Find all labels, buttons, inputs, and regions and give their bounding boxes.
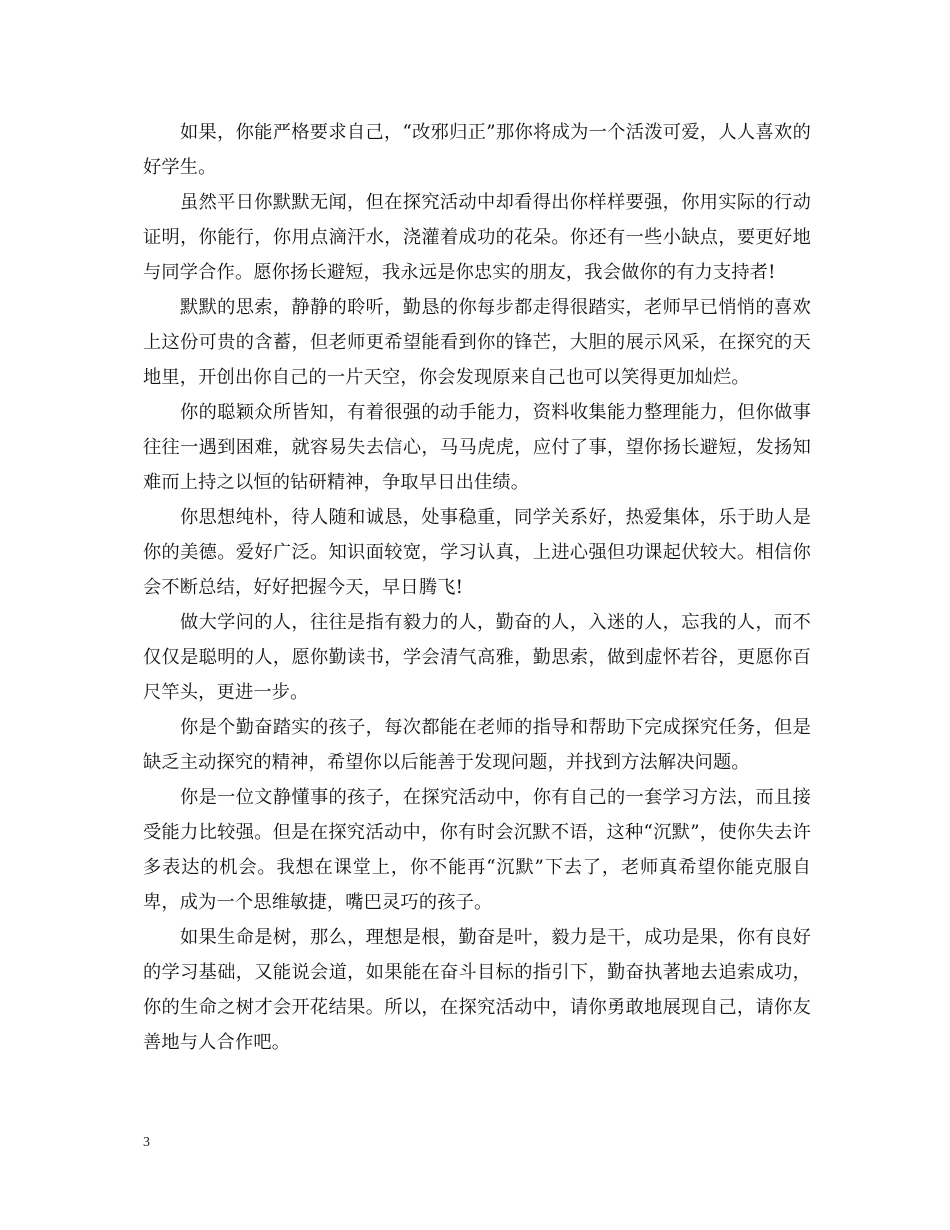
- paragraph-9: 如果生命是树，那么，理想是根，勤奋是叶，毅力是干，成功是果，你有良好的学习基础，又能说会道，如果能在奋斗目标的指引下，勤奋执著地去追索成功，你的生命之树才会开花结果。所以，在探究活动中，请你勇敢地展现自己，请你友善地与人合作吧。: [143, 927, 811, 1053]
- paragraph-7: 你是个勤奋踏实的孩子，每次都能在老师的指导和帮助下完成探究任务，但是缺乏主动探究的精神，希望你以后能善于发现问题，并找到方法解决问题。: [143, 717, 811, 773]
- paragraph-2: 虽然平日你默默无闻，但在探究活动中却看得出你样样要强，你用实际的行动证明，你能行，你用点滴汗水，浇灌着成功的花朵。你还有一些小缺点，要更好地与同学合作。愿你扬长避短，我永远是你忠实的朋友，我会做你的有力支持者!: [143, 192, 811, 283]
- paragraph-4: 你的聪颖众所皆知，有着很强的动手能力，资料收集能力整理能力，但你做事往往一遇到困难，就容易失去信心，马马虎虎，应付了事，望你扬长避短，发扬知难而上持之以恒的钻研精神，争取早日出佳绩。: [143, 402, 811, 493]
- document-body: [143, 115, 811, 1060]
- paragraph-6: 做大学问的人，往往是指有毅力的人，勤奋的人，入迷的人，忘我的人，而不仅仅是聪明的人，愿你勤读书，学会清气高雅，勤思索，做到虚怀若谷，更愿你百尺竿头，更进一步。: [143, 612, 811, 703]
- page-number: 3: [143, 1135, 150, 1150]
- paragraph-5: 你思想纯朴，待人随和诚恳，处事稳重，同学关系好，热爱集体，乐于助人是你的美德。爱好广泛。知识面较宽，学习认真，上进心强但功课起伏较大。相信你会不断总结，好好把握今天，早日腾飞!: [143, 507, 811, 598]
- paragraph-8: 你是一位文静懂事的孩子，在探究活动中，你有自己的一套学习方法，而且接受能力比较强。但是在探究活动中，你有时会沉默不语，这种“沉默”，使你失去许多表达的机会。我想在课堂上，你不能再“沉默”下去了，老师真希望你能克服自卑，成为一个思维敏捷，嘴巴灵巧的孩子。: [143, 787, 811, 913]
- paragraph-1: 如果，你能严格要求自己，“改邪归正”那你将成为一个活泼可爱，人人喜欢的好学生。: [143, 122, 811, 178]
- paragraph-3: 默默的思索，静静的聆听，勤恳的你每步都走得很踏实，老师早已悄悄的喜欢上这份可贵的含蓄，但老师更希望能看到你的锋芒，大胆的展示风采，在探究的天地里，开创出你自己的一片天空，你会发现原来自己也可以笑得更加灿烂。: [143, 297, 811, 388]
